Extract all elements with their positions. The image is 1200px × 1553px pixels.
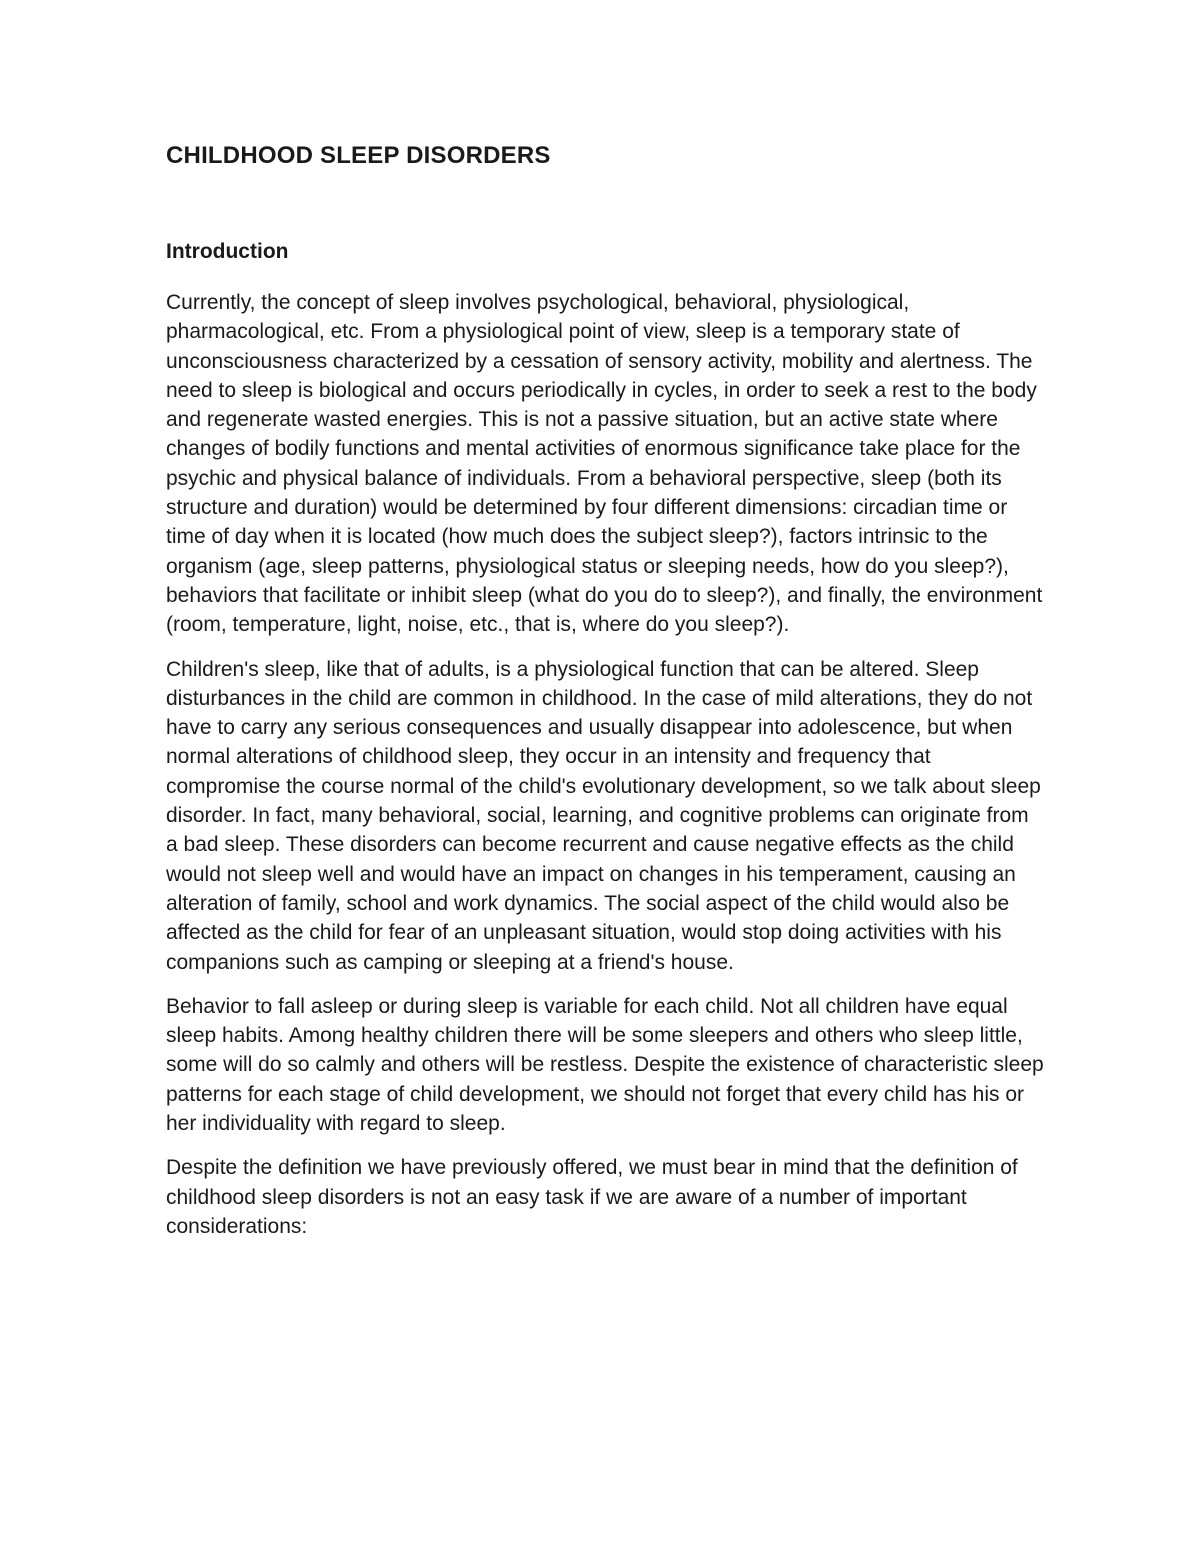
paragraph: Despite the definition we have previously offered, we must bear in mind that the definition of childhood sleep disorders is not an easy task if we are aware of a number of important considerations: [166, 1156, 1018, 1238]
section-heading-introduction: Introduction [166, 240, 289, 263]
paragraph: Children's sleep, like that of adults, is a physiological function that can be altered. Sleep disturbances in the child are common in childhood. In the case of mild alterations, they do not have to carry any serious consequences and usually disappear into adolescence, but when normal alterations of childhood sleep, they occur in an intensity and frequency that compromise the course normal of the child's evolutionary development, so we talk about sleep disorder. In fact, many behavioral, social, learning, and cognitive problems can originate from a bad sleep. These disorders can become recurrent and cause negative effects as the child would not sleep well and would have an impact on changes in his temperament, causing an alteration of family, school and work dynamics. The social aspect of the child would also be affected as the child for fear of an unpleasant situation, would stop doing activities with his companions such as camping or sleeping at a friend's house. [166, 657, 1041, 974]
paragraph: Behavior to fall asleep or during sleep is variable for each child. Not all children have equal sleep habits. Among healthy children there will be some sleepers and others who sleep little, some will do so calmly and others will be restless. Despite the existence of characteristic sleep patterns for each stage of child development, we should not forget that every child has his or her individuality with regard to sleep. [166, 994, 1044, 1136]
paragraph: Currently, the concept of sleep involves psychological, behavioral, physiological, pharmacological, etc. From a physiological point of view, sleep is a temporary state of unconsciousness characterized by a cessation of sensory activity, mobility and alertness. The need to sleep is biological and occurs periodically in cycles, in order to seek a rest to the body and regenerate wasted energies. This is not a passive situation, but an active state where changes of bodily functions and mental activities of enormous significance take place for the psychic and physical balance of individuals. From a behavioral perspective, sleep (both its structure and duration) would be determined by four different dimensions: circadian time or time of day when it is located (how much does the subject sleep?), factors intrinsic to the organism (age, sleep patterns, physiological status or sleeping needs, how do you sleep?), behaviors that facilitate or inhibit sleep (what do you do to sleep?), and finally, the environment (room, temperature, light, noise, etc., that is, where do you sleep?). [166, 291, 1043, 637]
document-body [166, 140, 1046, 1241]
document-title: CHILDHOOD SLEEP DISORDERS [166, 142, 551, 169]
